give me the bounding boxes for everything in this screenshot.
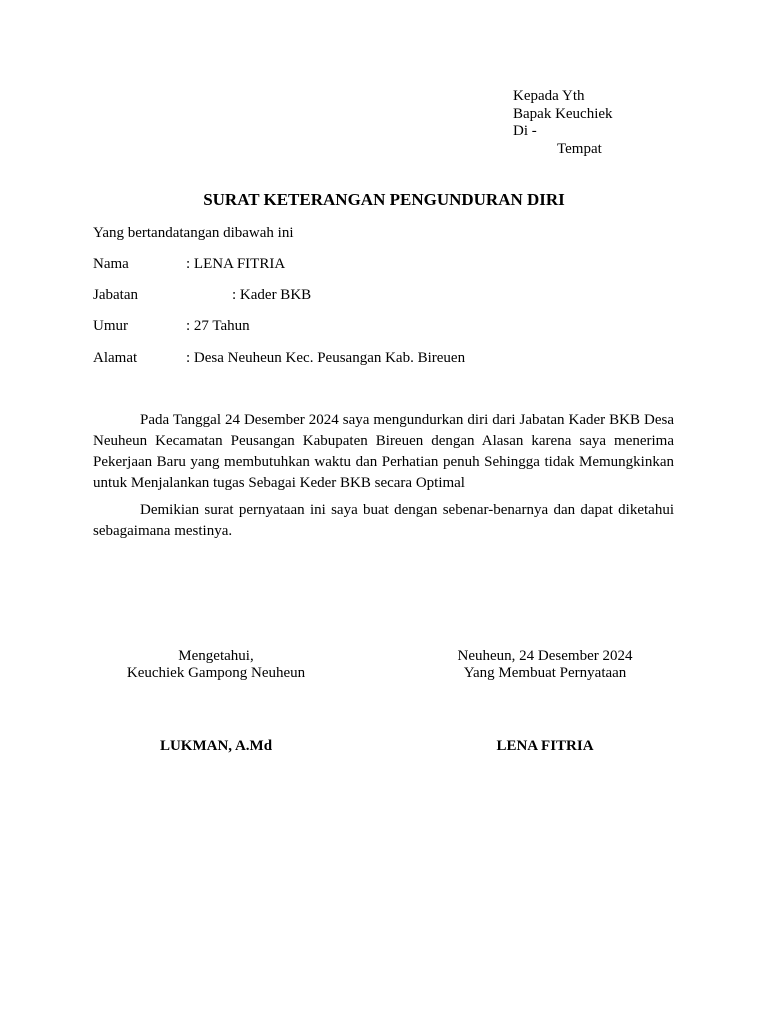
intro-text: Yang bertandatangan dibawah ini [93,225,294,241]
field-alamat-label: Alamat [93,350,138,366]
field-umur-label: Umur [93,318,128,334]
body-paragraph-2-text: Demikian surat pernyataan ini saya buat dengan sebenar-benarnya dan dapat diketahui sebagaimana mestinya. [93,502,674,539]
signature-left-line-1: Mengetahui, [178,648,254,664]
signature-right-name: LENA FITRIA [496,738,594,754]
body-paragraph-2 [93,500,674,542]
signature-right-line-1: Neuheun, 24 Desember 2024 [457,648,633,664]
letter-title: SURAT KETERANGAN PENGUNDURAN DIRI [203,190,565,209]
signature-right [415,648,675,755]
recipient-line-4: Tempat [557,140,602,157]
signature-left-line-2: Keuchiek Gampong Neuheun [126,665,306,681]
recipient-line-1: Kepada Yth [513,88,585,104]
field-jabatan-label: Jabatan [93,287,138,303]
recipient-line-2: Bapak Keuchiek [513,105,613,122]
recipient-address [513,88,613,158]
body-paragraph-1-text: Pada Tanggal 24 Desember 2024 saya mengundurkan diri dari Jabatan Kader BKB Desa Neuheun Kecamatan Peusangan Kabupaten Bireuen dengan Alasan karena saya menerima Pekerjaan Baru yang membutuhkan waktu dan Perhatian penuh Sehingga tidak Memungkinkan untuk Menjalankan tugas Sebagai Keder BKB secara Optimal [93,412,674,491]
recipient-line-3: Di - [513,123,537,139]
field-umur-value: : 27 Tahun [186,318,250,334]
signature-left [86,648,346,755]
field-nama-label: Nama [93,256,129,272]
body-paragraph-1 [93,410,674,494]
field-jabatan-value: : Kader BKB [232,287,312,303]
field-alamat-value: : Desa Neuheun Kec. Peusangan Kab. Bireuen [186,350,466,366]
field-nama-value: : LENA FITRIA [186,256,286,272]
signature-left-name: LUKMAN, A.Md [159,738,273,754]
signature-right-line-2: Yang Membuat Pernyataan [463,665,627,681]
